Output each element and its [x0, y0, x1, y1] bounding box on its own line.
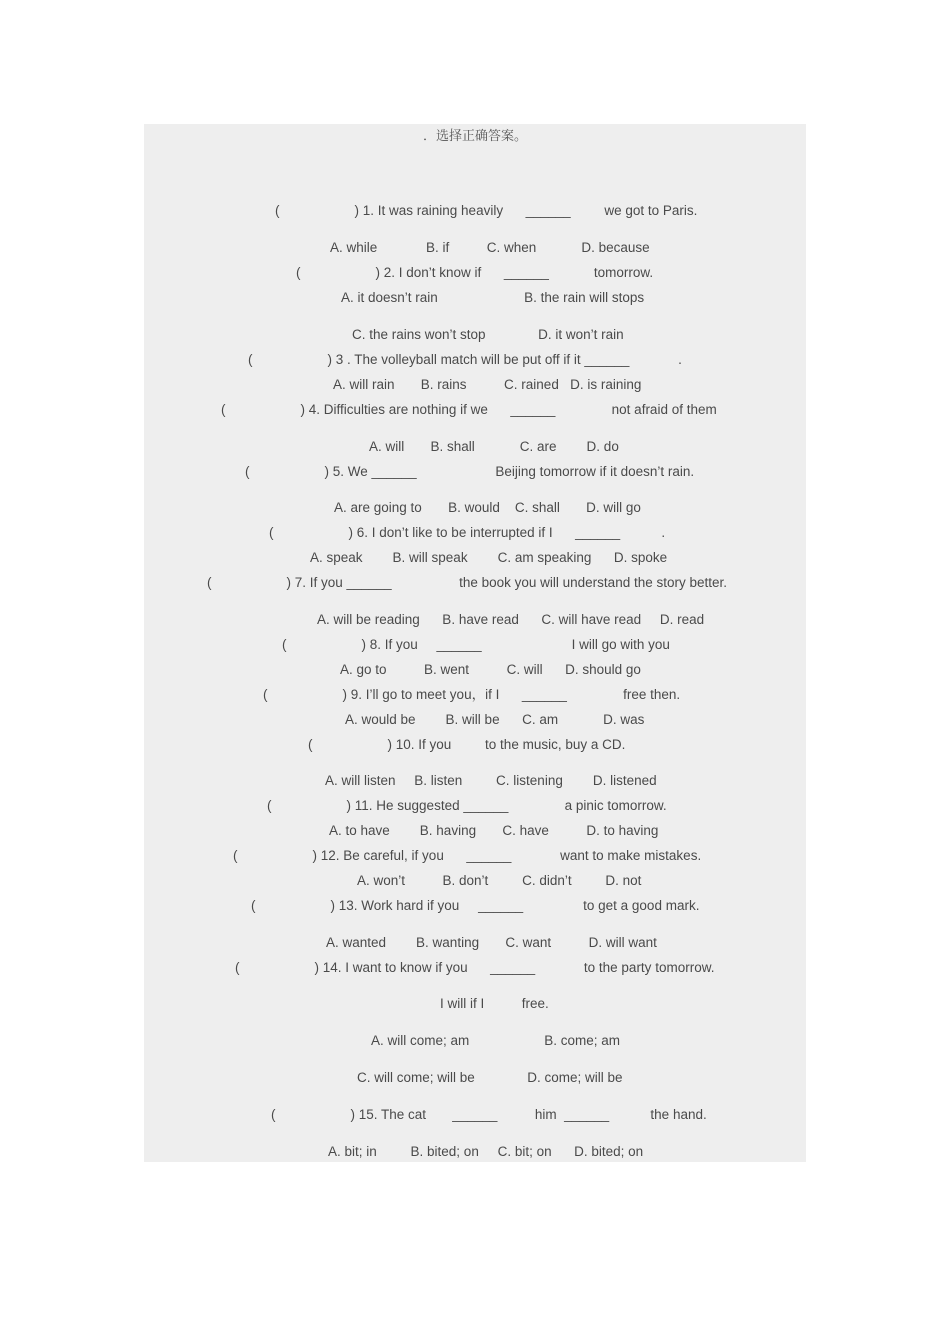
question-5: ( ) 5. We ______ Beijing tomorrow if it doesn’t rain. [245, 464, 695, 479]
options-7: A. will be reading B. have read C. will have read D. read [317, 612, 705, 627]
question-10: ( ) 10. If you to the music, buy a CD. [308, 737, 626, 752]
options-12: A. won’t B. don’t C. didn’t D. not [357, 873, 642, 888]
options-14-ab: A. will come; am B. come; am [371, 1033, 621, 1048]
question-15: ( ) 15. The cat ______ him ______ the hand. [271, 1107, 707, 1122]
options-1: A. while B. if C. when D. because [330, 240, 650, 255]
options-13: A. wanted B. wanting C. want D. will want [326, 935, 657, 950]
options-14-cd: C. will come; will be D. come; will be [357, 1070, 623, 1085]
question-6: ( ) 6. I don’t like to be interrupted if I ______ . [269, 525, 666, 540]
question-4: ( ) 4. Difficulties are nothing if we ______ not afraid of them [221, 402, 717, 417]
question-12: ( ) 12. Be careful, if you ______ want to make mistakes. [233, 848, 702, 863]
question-3: ( ) 3 . The volleyball match will be put off if it ______ . [248, 352, 682, 367]
question-7: ( ) 7. If you ______ the book you will understand the story better. [207, 575, 728, 590]
options-2-ab: A. it doesn’t rain B. the rain will stops [341, 290, 645, 305]
section-title: ．选择正确答案。 [422, 129, 527, 144]
options-10: A. will listen B. listen C. listening D. listened [325, 773, 657, 788]
options-3: A. will rain B. rains C. rained D. is raining [333, 377, 642, 392]
question-11: ( ) 11. He suggested ______ a pinic tomorrow. [267, 798, 667, 813]
question-14-continued: I will if I free. [440, 996, 549, 1011]
question-1: ( ) 1. It was raining heavily ______ we got to Paris. [275, 203, 698, 218]
question-9: ( ) 9. I’ll go to meet you，if I ______ free then. [263, 687, 681, 702]
options-5: A. are going to B. would C. shall D. will go [334, 500, 641, 515]
options-6: A. speak B. will speak C. am speaking D. spoke [310, 550, 668, 565]
options-4: A. will B. shall C. are D. do [369, 439, 619, 454]
options-11: A. to have B. having C. have D. to having [329, 823, 659, 838]
options-15: A. bit; in B. bited; on C. bit; on D. bited; on [328, 1144, 644, 1159]
options-2-cd: C. the rains won’t stop D. it won’t rain [352, 327, 624, 342]
question-13: ( ) 13. Work hard if you ______ to get a good mark. [251, 898, 700, 913]
question-8: ( ) 8. If you ______ I will go with you [282, 637, 670, 652]
options-9: A. would be B. will be C. am D. was [345, 712, 645, 727]
question-14: ( ) 14. I want to know if you ______ to the party tomorrow. [235, 960, 715, 975]
options-8: A. go to B. went C. will D. should go [340, 662, 641, 677]
question-2: ( ) 2. I don’t know if ______ tomorrow. [296, 265, 654, 280]
